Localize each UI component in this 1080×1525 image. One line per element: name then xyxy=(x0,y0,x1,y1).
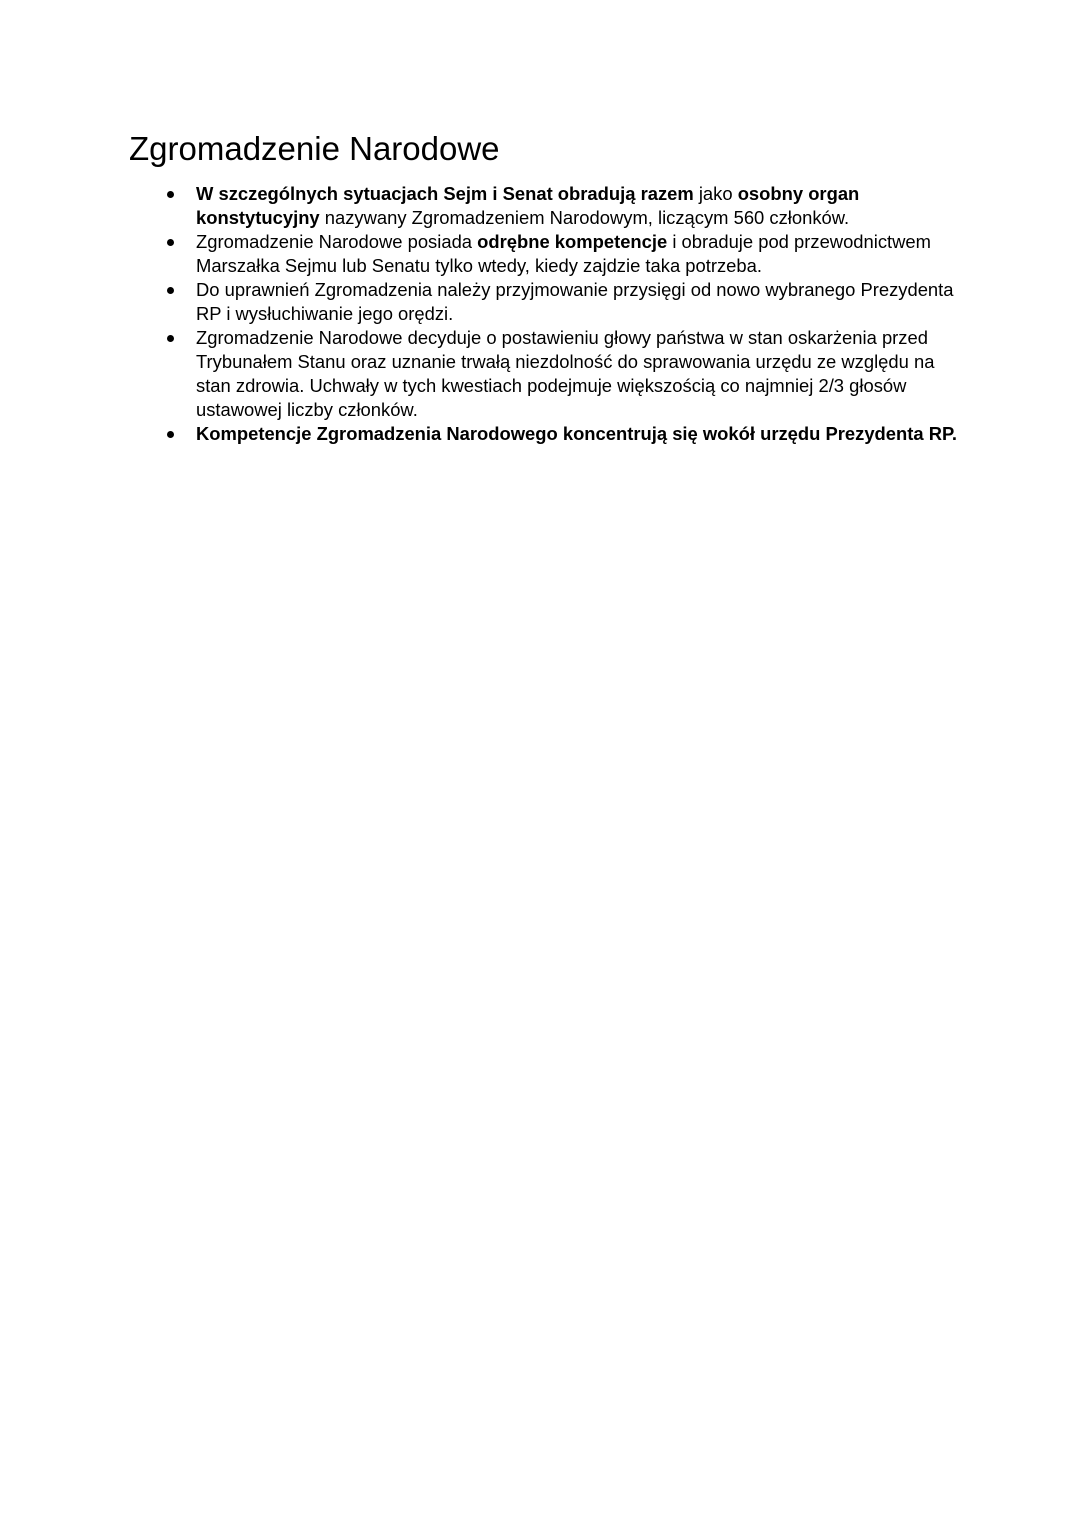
bold-text: odrębne kompetencje xyxy=(477,231,668,252)
bullet-line xyxy=(196,302,996,326)
text-run: i obraduje pod przewodnictwem xyxy=(667,231,931,252)
bold-text: W szczególnych sytuacjach Sejm i Senat obradują razem xyxy=(196,183,694,204)
bullet-line xyxy=(196,278,996,302)
bold-text: osobny organ xyxy=(737,183,860,204)
document-heading: Zgromadzenie Narodowe xyxy=(129,130,500,167)
text-run: Zgromadzenie Narodowe posiada xyxy=(196,231,478,252)
text-run: Trybunałem Stanu oraz uznanie trwałą niezdolność do sprawowania urzędu ze względu na xyxy=(196,351,935,372)
text-run: ustawowej liczby członków. xyxy=(196,399,418,420)
text-run: RP i wysłuchiwanie jego orędzi. xyxy=(196,303,454,324)
bullet-line xyxy=(196,374,996,398)
bullet-item xyxy=(196,278,996,326)
text-run: Do uprawnień Zgromadzenia należy przyjmowanie przysięgi od nowo wybranego Prezydenta xyxy=(196,279,954,300)
bullet-line xyxy=(196,326,996,350)
bullet-line xyxy=(196,422,996,446)
text-run: nazywany Zgromadzeniem Narodowym, liczącym 560 członków. xyxy=(319,207,850,228)
bullet-item xyxy=(196,326,996,422)
bullet-line xyxy=(196,206,996,230)
bullet-line xyxy=(196,398,996,422)
bold-text: konstytucyjny xyxy=(196,207,320,228)
bullet-list xyxy=(196,182,996,446)
bullet-line xyxy=(196,230,996,254)
text-run: Marszałka Sejmu lub Senatu tylko wtedy, kiedy zajdzie taka potrzeba. xyxy=(196,255,762,276)
bullet-item xyxy=(196,422,996,446)
text-run: jako xyxy=(693,183,738,204)
bullet-line xyxy=(196,182,996,206)
text-run: Zgromadzenie Narodowe decyduje o postawieniu głowy państwa w stan oskarżenia przed xyxy=(196,327,928,348)
bold-text: Kompetencje Zgromadzenia Narodowego koncentrują się wokół urzędu Prezydenta RP. xyxy=(196,423,957,444)
bullet-line xyxy=(196,350,996,374)
bullet-item xyxy=(196,230,996,278)
bullet-item xyxy=(196,182,996,230)
text-run: stan zdrowia. Uchwały w tych kwestiach podejmuje większością co najmniej 2/3 głosów xyxy=(196,375,907,396)
bullet-line xyxy=(196,254,996,278)
